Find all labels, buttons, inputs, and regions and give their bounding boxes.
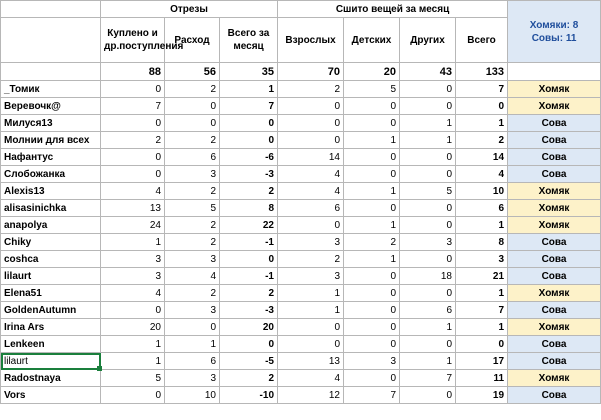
value-cell[interactable]: 0 [278,115,344,132]
table-row [1,183,601,200]
value-cell[interactable]: 0 [344,302,400,319]
table-row [1,81,601,98]
total-cell[interactable]: 20 [344,63,400,81]
value-cell[interactable]: 1 [278,302,344,319]
value-cell[interactable]: 0 [101,166,165,183]
value-cell[interactable]: 3 [278,268,344,285]
value-cell[interactable]: 3 [101,251,165,268]
table-row [1,336,601,353]
value-cell[interactable]: 2 [165,183,220,200]
team-cell[interactable]: Сова [508,268,601,285]
value-cell[interactable]: 5 [165,200,220,217]
total-cell[interactable]: 56 [165,63,220,81]
value-cell[interactable]: 1 [101,234,165,251]
value-cell[interactable]: 3 [278,234,344,251]
value-cell[interactable]: 2 [220,183,278,200]
value-cell[interactable]: 1 [344,251,400,268]
table-row [1,251,601,268]
value-cell[interactable]: 2 [101,132,165,149]
value-cell[interactable]: 0 [278,336,344,353]
value-cell[interactable]: 0 [101,115,165,132]
value-cell[interactable]: 3 [165,370,220,387]
group-header-sewn[interactable]: Сшито вещей за месяц [278,1,508,18]
value-cell[interactable]: 0 [220,336,278,353]
participant-name-cell[interactable]: Молнии для всех [1,132,101,149]
team-cell[interactable]: Сова [508,251,601,268]
value-cell[interactable]: 22 [220,217,278,234]
value-cell[interactable]: 0 [400,387,456,404]
header-row-1 [1,1,601,18]
participant-name-cell[interactable]: Нафантус [1,149,101,166]
value-cell[interactable]: 2 [220,285,278,302]
value-cell[interactable]: 12 [278,387,344,404]
value-cell[interactable]: 8 [220,200,278,217]
value-cell[interactable]: 1 [400,115,456,132]
table-row [1,370,601,387]
table-row [1,234,601,251]
value-cell[interactable]: 20 [101,319,165,336]
participant-name-cell[interactable]: lilaurt [1,268,101,285]
value-cell[interactable]: 7 [344,387,400,404]
value-cell[interactable]: 1 [220,81,278,98]
value-cell[interactable]: 4 [101,183,165,200]
value-cell[interactable]: 0 [220,115,278,132]
group-header-cuts[interactable]: Отрезы [101,1,278,18]
table-row [1,353,601,370]
value-cell[interactable]: 6 [165,149,220,166]
col-header-spent[interactable]: Расход [165,18,220,63]
value-cell[interactable]: 2 [165,81,220,98]
value-cell[interactable]: 1 [165,336,220,353]
table-row [1,387,601,404]
table-row [1,319,601,336]
value-cell[interactable]: 24 [101,217,165,234]
value-cell[interactable]: 3 [165,251,220,268]
value-cell[interactable]: 0 [165,319,220,336]
table-row [1,166,601,183]
table-row [1,200,601,217]
participant-name-cell[interactable]: Слобожанка [1,166,101,183]
value-cell[interactable]: 2 [220,370,278,387]
value-cell[interactable]: 7 [220,98,278,115]
value-cell[interactable]: 0 [344,336,400,353]
table-row [1,217,601,234]
value-cell[interactable]: 10 [165,387,220,404]
total-cell[interactable]: 133 [456,63,508,81]
value-cell[interactable]: 10 [456,183,508,200]
value-cell[interactable]: -6 [220,149,278,166]
value-cell[interactable]: -3 [220,302,278,319]
value-cell[interactable]: 0 [400,98,456,115]
value-cell[interactable]: 4 [165,268,220,285]
value-cell[interactable]: 13 [101,200,165,217]
value-cell[interactable]: -1 [220,268,278,285]
value-cell[interactable]: 19 [456,387,508,404]
cell[interactable] [1,1,101,18]
team-cell[interactable]: Хомяк [508,285,601,302]
value-cell[interactable]: 3 [344,353,400,370]
team-cell[interactable]: Сова [508,166,601,183]
value-cell[interactable]: 0 [400,336,456,353]
participant-name-cell[interactable]: Chiky [1,234,101,251]
value-cell[interactable]: 3 [400,234,456,251]
value-cell[interactable]: 4 [278,166,344,183]
value-cell[interactable]: 21 [456,268,508,285]
value-cell[interactable]: -10 [220,387,278,404]
value-cell[interactable]: 6 [278,200,344,217]
participant-name-cell[interactable]: lilaurt [1,353,101,370]
team-cell[interactable]: Сова [508,115,601,132]
value-cell[interactable]: 1 [456,115,508,132]
hamsters-count: Хомяки: 8 [529,19,579,31]
value-cell[interactable]: 1 [456,285,508,302]
cell[interactable] [508,63,601,81]
team-cell[interactable]: Сова [508,353,601,370]
value-cell[interactable]: 3 [101,268,165,285]
value-cell[interactable]: 0 [400,149,456,166]
value-cell[interactable]: 6 [165,353,220,370]
value-cell[interactable]: 3 [165,302,220,319]
table-row [1,149,601,166]
value-cell[interactable]: 0 [400,217,456,234]
value-cell[interactable]: 1 [278,285,344,302]
table-row [1,132,601,149]
value-cell[interactable]: 1 [456,319,508,336]
value-cell[interactable]: 0 [101,387,165,404]
team-cell[interactable]: Сова [508,336,601,353]
value-cell[interactable]: 2 [165,217,220,234]
participant-name-cell[interactable]: Vors [1,387,101,404]
value-cell[interactable]: 0 [101,81,165,98]
participant-name-cell[interactable]: GoldenAutumn [1,302,101,319]
value-cell[interactable]: 14 [456,149,508,166]
value-cell[interactable]: 7 [400,370,456,387]
value-cell[interactable]: 1 [344,217,400,234]
team-cell[interactable]: Хомяк [508,319,601,336]
value-cell[interactable]: 0 [344,149,400,166]
col-header-total[interactable]: Всего [456,18,508,63]
value-cell[interactable]: 0 [220,251,278,268]
value-cell[interactable]: 0 [278,319,344,336]
value-cell[interactable]: 4 [278,370,344,387]
value-cell[interactable]: 14 [278,149,344,166]
value-cell[interactable]: 13 [278,353,344,370]
value-cell[interactable]: 4 [278,183,344,200]
value-cell[interactable]: 0 [400,200,456,217]
value-cell[interactable]: 8 [456,234,508,251]
value-cell[interactable]: 0 [344,98,400,115]
participant-name-cell[interactable]: anapolya [1,217,101,234]
value-cell[interactable]: 6 [400,302,456,319]
participant-name-cell[interactable]: Alexis13 [1,183,101,200]
value-cell[interactable]: 2 [165,234,220,251]
value-cell[interactable]: 0 [101,302,165,319]
value-cell[interactable]: -1 [220,234,278,251]
value-cell[interactable]: 1 [400,353,456,370]
value-cell[interactable]: 0 [456,98,508,115]
value-cell[interactable]: 0 [101,149,165,166]
value-cell[interactable]: 7 [101,98,165,115]
participant-name-cell[interactable]: Веревочк@ [1,98,101,115]
team-cell[interactable]: Хомяк [508,98,601,115]
col-header-kids[interactable]: Детских [344,18,400,63]
value-cell[interactable]: 0 [220,132,278,149]
value-cell[interactable]: 0 [400,251,456,268]
team-cell[interactable]: Сова [508,302,601,319]
value-cell[interactable]: 0 [456,336,508,353]
value-cell[interactable]: 1 [344,183,400,200]
value-cell[interactable]: 18 [400,268,456,285]
owls-count: Совы: 11 [531,32,577,44]
value-cell[interactable]: 7 [456,81,508,98]
total-cell[interactable]: 88 [101,63,165,81]
value-cell[interactable]: 0 [278,98,344,115]
value-cell[interactable]: 0 [278,132,344,149]
value-cell[interactable]: 2 [456,132,508,149]
participant-name-cell[interactable]: alisasinichka [1,200,101,217]
team-cell[interactable]: Сова [508,234,601,251]
table-row [1,98,601,115]
value-cell[interactable]: 0 [165,98,220,115]
participant-name-cell[interactable]: _Томик [1,81,101,98]
col-header-total-month[interactable]: Всего за месяц [220,18,278,63]
table-row [1,268,601,285]
cell[interactable] [1,18,101,63]
team-cell[interactable]: Хомяк [508,183,601,200]
participant-name-cell[interactable]: Radostnaya [1,370,101,387]
totals-row [1,63,601,81]
value-cell[interactable]: 4 [456,166,508,183]
value-cell[interactable]: 0 [344,370,400,387]
value-cell[interactable]: 2 [165,132,220,149]
value-cell[interactable]: 1 [344,132,400,149]
col-header-adults[interactable]: Взрослых [278,18,344,63]
value-cell[interactable]: 0 [165,115,220,132]
value-cell[interactable]: 4 [101,285,165,302]
value-cell[interactable]: 0 [344,200,400,217]
value-cell[interactable]: -5 [220,353,278,370]
value-cell[interactable]: 2 [344,234,400,251]
team-cell[interactable]: Хомяк [508,370,601,387]
value-cell[interactable]: 5 [101,370,165,387]
col-header-bought[interactable]: Куплено и др.поступления [101,18,165,63]
value-cell[interactable]: 0 [344,319,400,336]
value-cell[interactable]: 0 [278,217,344,234]
value-cell[interactable]: 20 [220,319,278,336]
value-cell[interactable]: 1 [400,319,456,336]
value-cell[interactable]: 6 [456,200,508,217]
total-cell[interactable]: 43 [400,63,456,81]
participant-name-cell[interactable]: Lenkeen [1,336,101,353]
value-cell[interactable]: 3 [456,251,508,268]
value-cell[interactable]: 1 [101,336,165,353]
team-cell[interactable]: Сова [508,149,601,166]
team-cell[interactable]: Сова [508,387,601,404]
value-cell[interactable]: 7 [456,302,508,319]
value-cell[interactable]: 0 [344,115,400,132]
value-cell[interactable]: 3 [165,166,220,183]
value-cell[interactable]: 2 [278,81,344,98]
value-cell[interactable]: 5 [344,81,400,98]
participant-name-cell[interactable]: coshca [1,251,101,268]
value-cell[interactable]: 11 [456,370,508,387]
team-cell[interactable]: Сова [508,132,601,149]
value-cell[interactable]: 0 [400,81,456,98]
team-cell[interactable]: Хомяк [508,217,601,234]
value-cell[interactable]: 1 [456,217,508,234]
value-cell[interactable]: 0 [344,166,400,183]
team-cell[interactable]: Хомяк [508,81,601,98]
team-cell[interactable]: Хомяк [508,200,601,217]
participant-name-cell[interactable]: Elena51 [1,285,101,302]
value-cell[interactable]: 1 [101,353,165,370]
value-cell[interactable]: -3 [220,166,278,183]
table-row [1,115,601,132]
side-summary-cell[interactable] [508,1,601,63]
participant-name-cell[interactable]: Милуся13 [1,115,101,132]
table-row [1,302,601,319]
col-header-other[interactable]: Других [400,18,456,63]
value-cell[interactable]: 0 [400,166,456,183]
total-cell[interactable]: 70 [278,63,344,81]
table-row [1,285,601,302]
total-cell[interactable]: 35 [220,63,278,81]
value-cell[interactable]: 1 [400,132,456,149]
value-cell[interactable]: 0 [400,285,456,302]
value-cell[interactable]: 0 [344,285,400,302]
participant-name-cell[interactable]: Irina Ars [1,319,101,336]
value-cell[interactable]: 2 [278,251,344,268]
value-cell[interactable]: 2 [165,285,220,302]
value-cell[interactable]: 5 [400,183,456,200]
cell[interactable] [1,63,101,81]
value-cell[interactable]: 17 [456,353,508,370]
value-cell[interactable]: 0 [344,268,400,285]
